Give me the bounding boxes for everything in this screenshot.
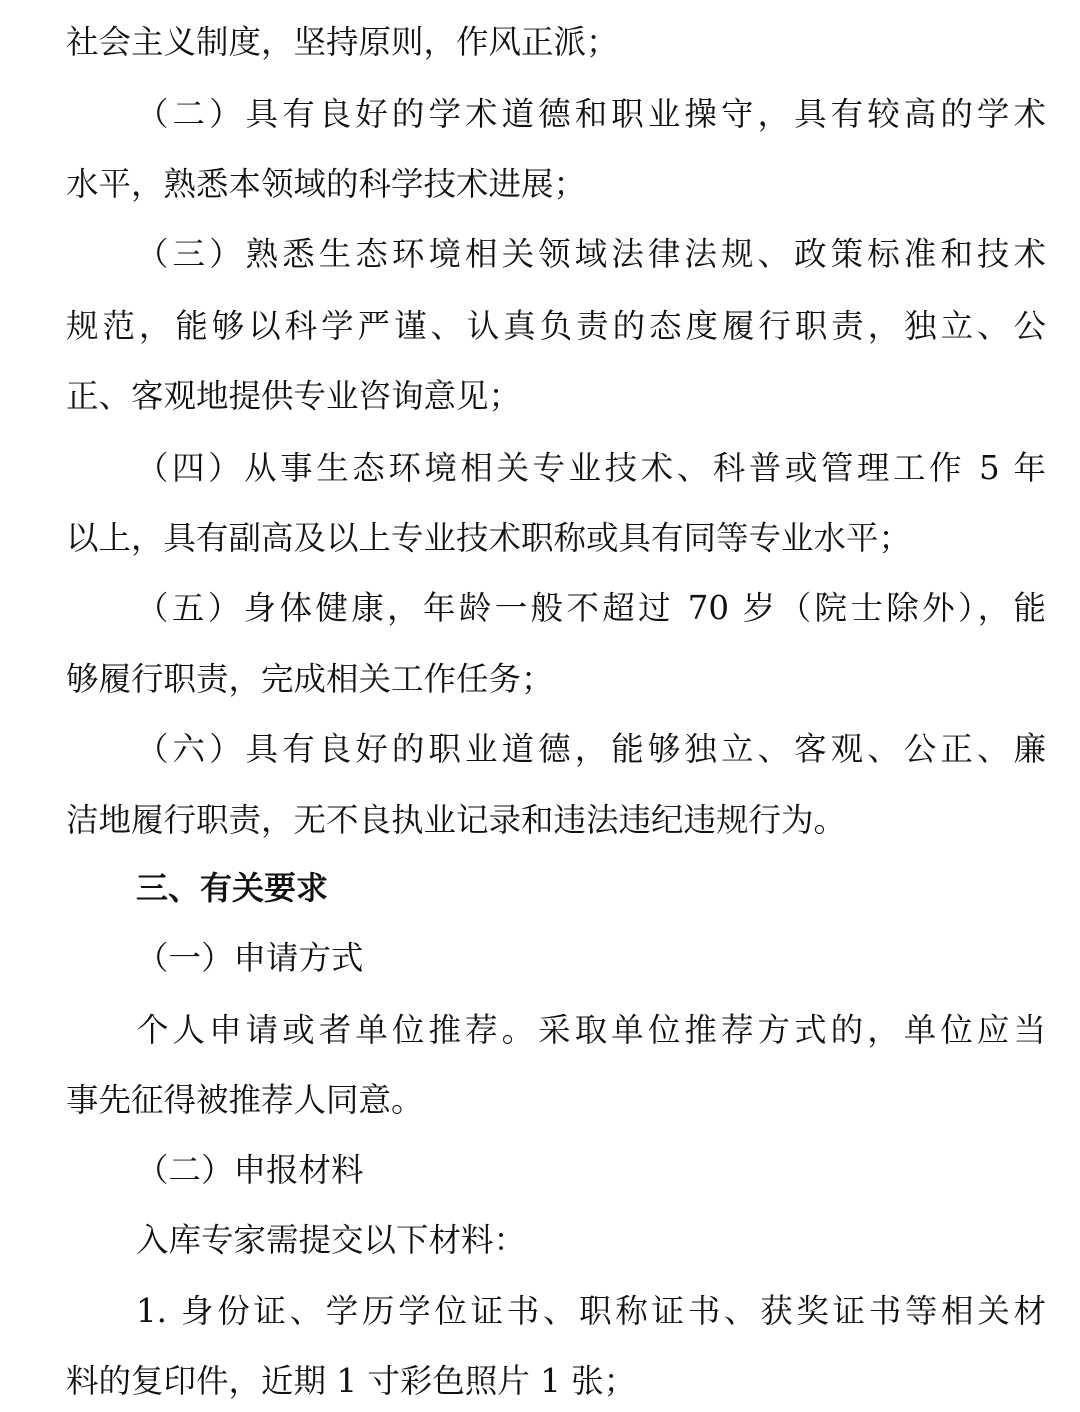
paragraph-line: 规范，能够以科学严谨、认真负责的态度履行职责，独立、公: [66, 307, 1046, 345]
paragraph-line: 以上，具有副高及以上专业技术职称或具有同等专业水平；: [66, 519, 912, 557]
paragraph-line: （五）身体健康，年龄一般不超过 70 岁（院士除外），能: [136, 589, 1046, 627]
paragraph-line: 个人申请或者单位推荐。采取单位推荐方式的，单位应当: [136, 1011, 1046, 1049]
paragraph-line: 入库专家需提交以下材料：: [136, 1221, 527, 1259]
subsection-heading: （二）申报材料: [136, 1151, 364, 1189]
list-item-line: 料的复印件，近期 1 寸彩色照片 1 张；: [66, 1362, 637, 1400]
section-heading: 三、有关要求: [136, 869, 329, 907]
paragraph-line: 洁地履行职责，无不良执业记录和违法违纪违规行为。: [66, 801, 847, 839]
paragraph-line: （四）从事生态环境相关专业技术、科普或管理工作 5 年: [136, 449, 1046, 487]
list-item-line: 1. 身份证、学历学位证书、职称证书、获奖证书等相关材: [136, 1292, 1046, 1330]
subsection-heading: （一）申请方式: [136, 939, 364, 977]
paragraph-line: 水平，熟悉本领域的科学技术进展；: [66, 165, 587, 203]
paragraph-line: 够履行职责，完成相关工作任务；: [66, 660, 554, 698]
paragraph-line: （二）具有良好的学术道德和职业操守，具有较高的学术: [136, 95, 1046, 133]
paragraph-line: 社会主义制度，坚持原则，作风正派；: [66, 23, 619, 61]
paragraph-line: 事先征得被推荐人同意。: [66, 1081, 424, 1119]
paragraph-line: 正、客观地提供专业咨询意见；: [66, 377, 522, 415]
paragraph-line: （三）熟悉生态环境相关领域法律法规、政策标准和技术: [136, 235, 1046, 273]
paragraph-line: （六）具有良好的职业道德，能够独立、客观、公正、廉: [136, 730, 1046, 768]
